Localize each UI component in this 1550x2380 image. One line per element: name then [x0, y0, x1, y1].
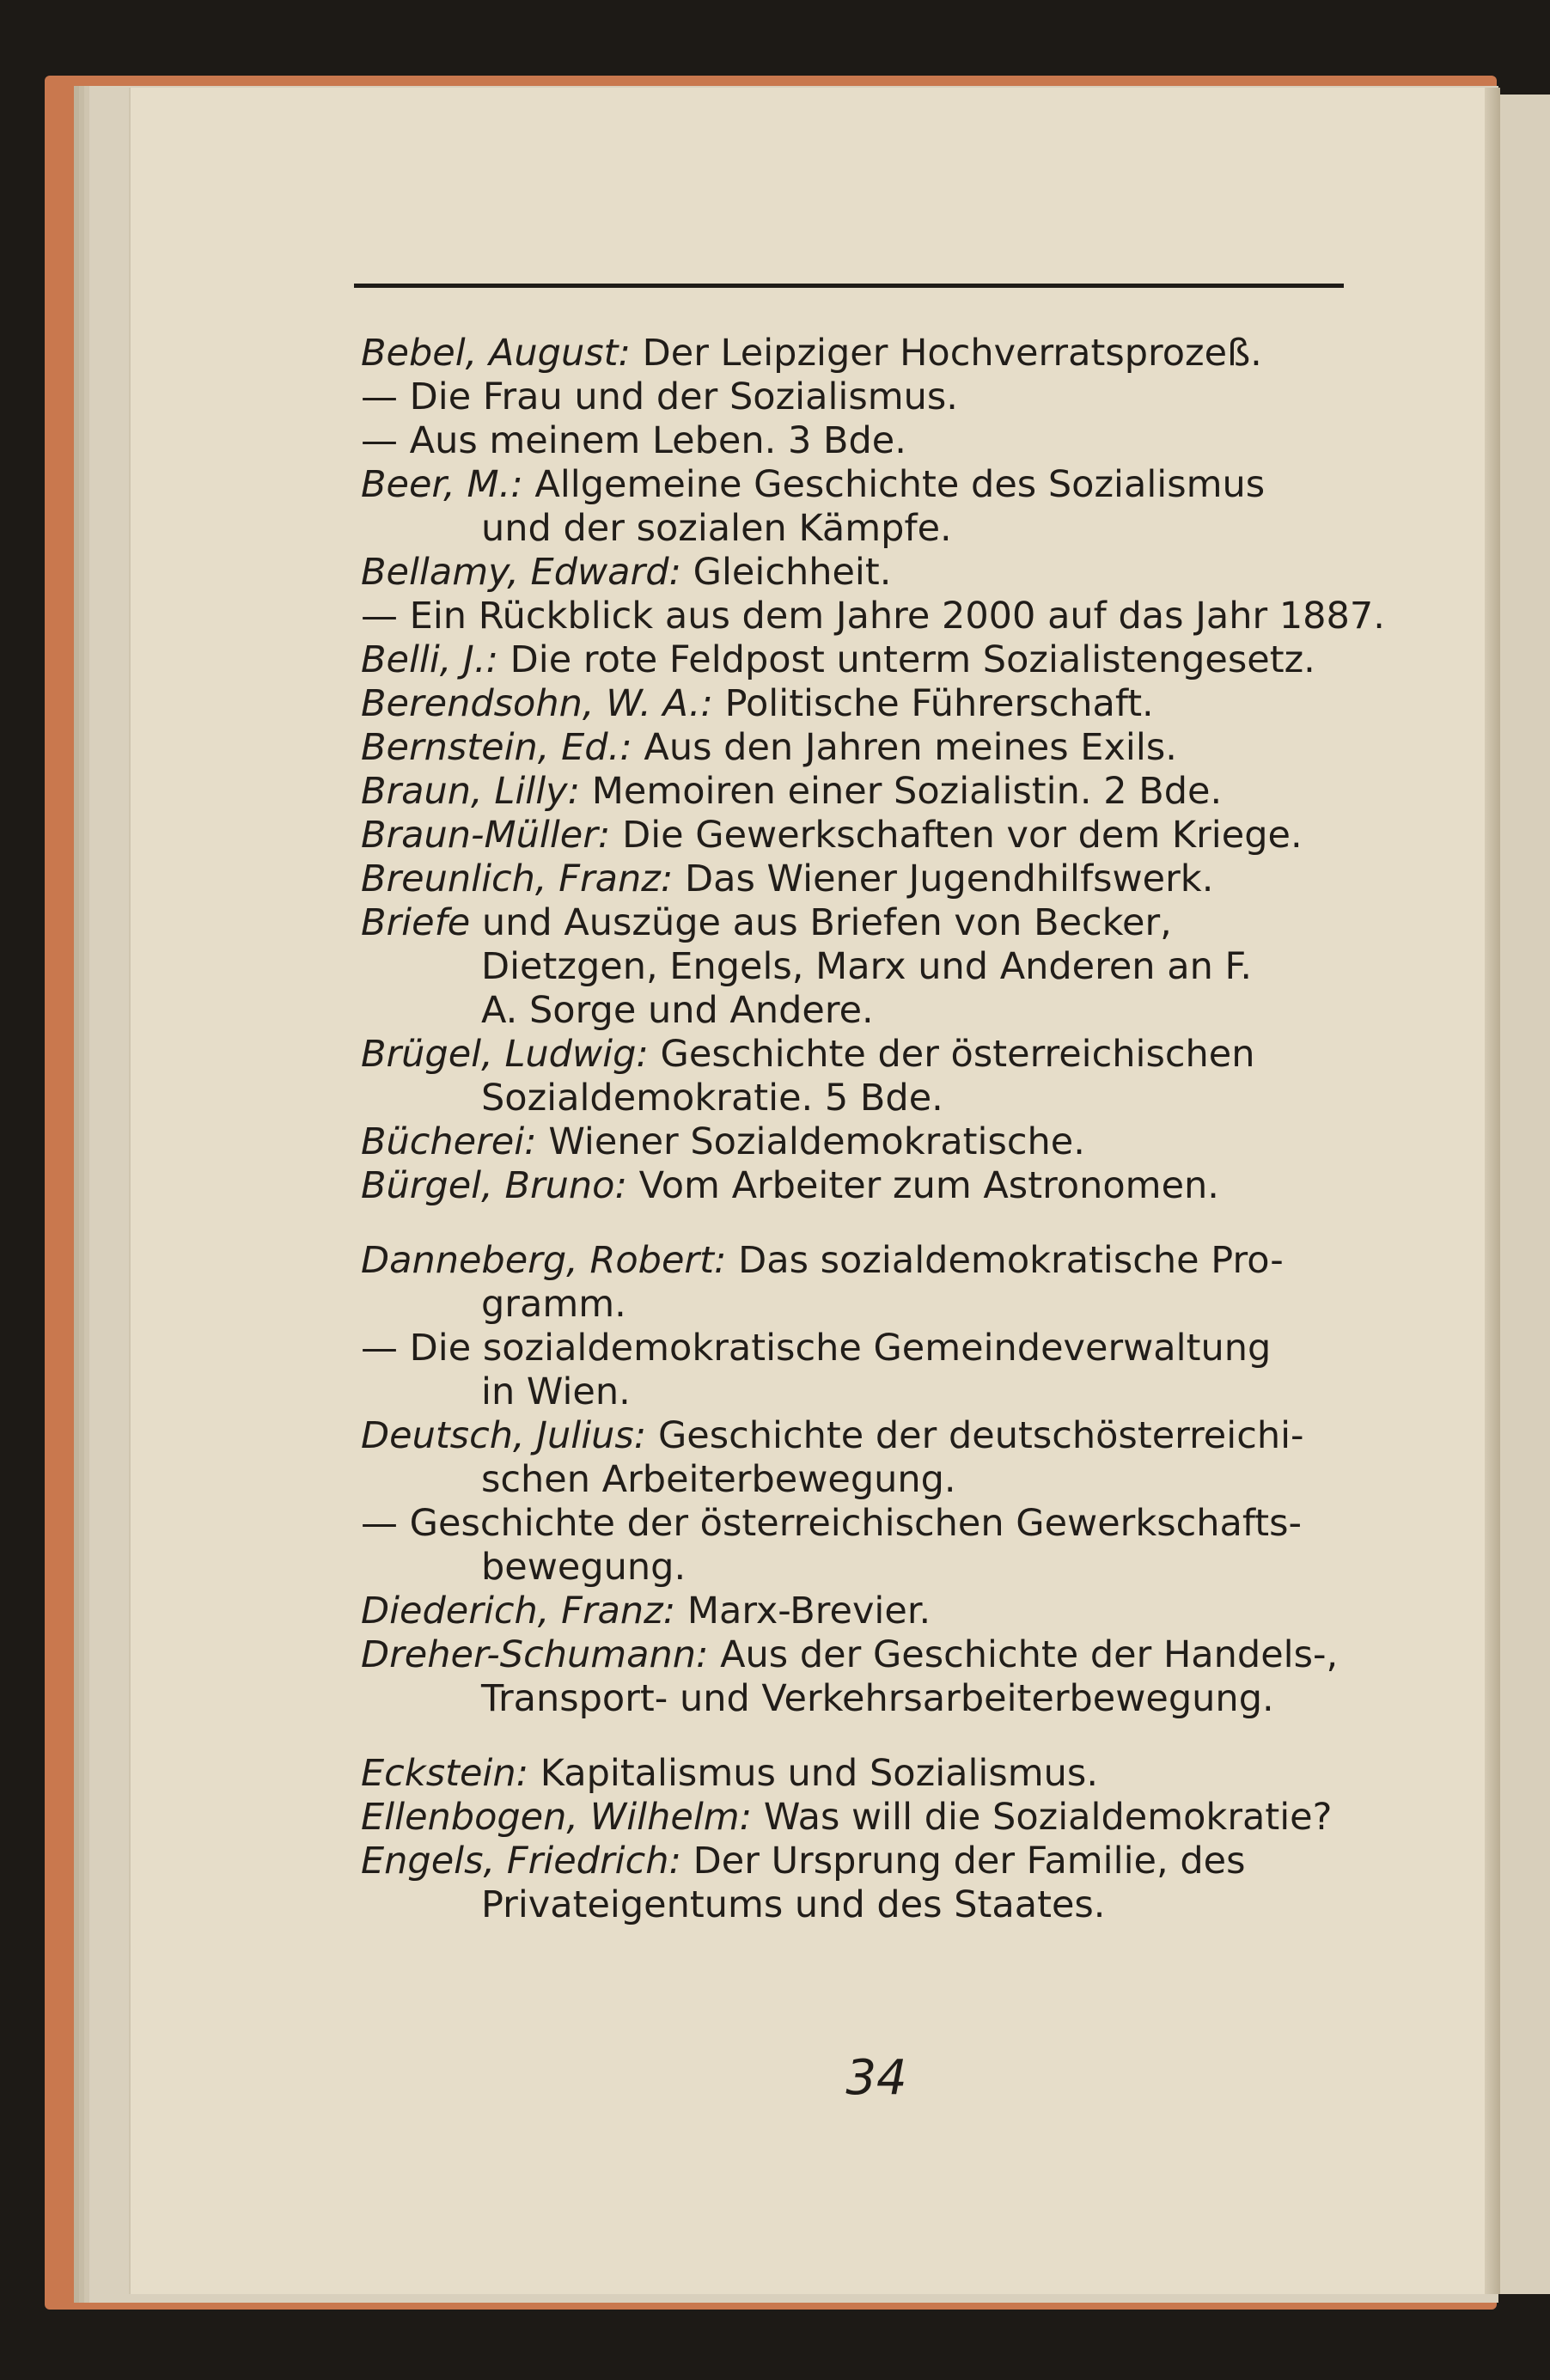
entry-line [361, 945, 1366, 989]
bibliography-entry [361, 463, 1366, 551]
bibliography-entry [361, 1327, 1366, 1414]
entry-line [361, 1283, 1366, 1327]
entry-title: — Ein Rückblick aus dem Jahre 2000 auf das Jahr 1887. [361, 595, 1385, 638]
entry-line [361, 375, 1366, 419]
entry-title: Vom Arbeiter zum Astronomen. [626, 1164, 1219, 1207]
bibliography-entry [361, 814, 1366, 857]
entry-line [361, 1752, 1366, 1796]
bibliography-entry [361, 1840, 1366, 1927]
entry-title: Das sozialdemokratische Pro- [726, 1239, 1284, 1282]
entry-author: Belli, J.: [361, 638, 498, 681]
bibliography-entry [361, 1164, 1366, 1208]
entry-title: Aus den Jahren meines Exils. [632, 726, 1177, 769]
entry-line [361, 1883, 1366, 1927]
entry-line [361, 1120, 1366, 1164]
bibliography-list [361, 332, 1385, 1927]
entry-title: Memoiren einer Sozialistin. 2 Bde. [580, 770, 1223, 813]
entry-line [361, 682, 1366, 726]
entry-author: Diederich, Franz: [361, 1590, 676, 1632]
entry-title: Was will die Sozialdemokratie? [752, 1796, 1333, 1839]
bibliography-entry [361, 332, 1366, 375]
entry-author: Deutsch, Julius: [361, 1414, 647, 1457]
entry-title: und der sozialen Kämpfe. [481, 507, 952, 550]
entry-title: Marx-Brevier. [675, 1590, 931, 1632]
entry-author: Dreher-Schumann: [361, 1633, 709, 1676]
entry-line [361, 1633, 1366, 1677]
bibliography-entry [361, 857, 1366, 901]
bibliography-entry [361, 419, 1366, 463]
page-number: 34 [845, 2050, 907, 2106]
bibliography-entry [361, 682, 1366, 726]
entry-line [361, 901, 1366, 945]
entry-author: Braun-Müller: [361, 814, 611, 857]
entry-title: Die Gewerkschaften vor dem Kriege. [610, 814, 1303, 857]
entry-line [361, 1458, 1366, 1502]
entry-title: und Auszüge aus Briefen von Becker, [470, 901, 1172, 944]
bibliography-entry [361, 770, 1366, 814]
entry-line [361, 857, 1366, 901]
entry-author: Bürgel, Bruno: [361, 1164, 627, 1207]
entry-title: — Die Frau und der Sozialismus. [361, 375, 958, 418]
entry-title: Politische Führerschaft. [712, 682, 1154, 725]
entry-title: gramm. [481, 1283, 626, 1326]
entry-line [361, 332, 1366, 375]
bibliography-entry [361, 1033, 1366, 1120]
bibliography-entry [361, 1502, 1366, 1590]
entry-title: Die rote Feldpost unterm Sozialistengesetz. [497, 638, 1315, 681]
entry-title: Gleichheit. [680, 551, 892, 594]
bibliography-entry [361, 375, 1366, 419]
entry-author: Berendsohn, W. A.: [361, 682, 713, 725]
entry-author: Ellenbogen, Wilhelm: [361, 1796, 753, 1839]
entry-line [361, 1840, 1366, 1883]
bibliography-entry [361, 726, 1366, 770]
entry-line [361, 1033, 1366, 1077]
entry-title: Der Leipziger Hochverratsprozeß. [630, 332, 1262, 375]
entry-line [361, 1677, 1366, 1721]
entry-line [361, 1370, 1366, 1414]
entry-title: — Geschichte der österreichischen Gewerkschafts- [361, 1502, 1303, 1545]
entry-title: Das Wiener Jugendhilfswerk. [673, 857, 1214, 900]
page-gutter [1485, 88, 1500, 2294]
entry-title: Der Ursprung der Familie, des [680, 1840, 1246, 1883]
entry-title: Allgemeine Geschichte des Sozialismus [522, 463, 1266, 506]
entry-line [361, 1327, 1366, 1370]
entry-title: Aus der Geschichte der Handels-, [708, 1633, 1339, 1676]
entry-line [361, 1796, 1366, 1840]
entry-title: Sozialdemokratie. 5 Bde. [481, 1077, 943, 1120]
entry-title: bewegung. [481, 1546, 687, 1589]
entry-title: — Die sozialdemokratische Gemeindeverwaltung [361, 1327, 1272, 1370]
entry-line [361, 1077, 1366, 1120]
entry-author: Danneberg, Robert: [361, 1239, 727, 1282]
bibliography-entry [361, 1239, 1366, 1327]
entry-author: Bernstein, Ed.: [361, 726, 632, 769]
entry-line [361, 1239, 1366, 1283]
entry-author: Braun, Lilly: [361, 770, 581, 813]
entry-title: — Aus meinem Leben. 3 Bde. [361, 419, 906, 462]
entry-title: Privateigentums und des Staates. [481, 1883, 1106, 1926]
entry-author: Bücherei: [361, 1120, 537, 1163]
facing-page-edge [1498, 95, 1550, 2294]
entry-line [361, 551, 1366, 595]
entry-line [361, 463, 1366, 507]
bibliography-entry [361, 1633, 1366, 1721]
entry-title: Dietzgen, Engels, Marx und Anderen an F. [481, 945, 1252, 988]
bibliography-entry [361, 1120, 1366, 1164]
entry-title: A. Sorge und Andere. [481, 989, 874, 1032]
entry-line [361, 726, 1366, 770]
bibliography-entry [361, 638, 1366, 682]
entry-line [361, 989, 1366, 1033]
bibliography-entry [361, 1590, 1366, 1633]
entry-title: Geschichte der deutschösterreichi- [646, 1414, 1304, 1457]
entry-line [361, 1590, 1366, 1633]
entry-line [361, 595, 1385, 638]
entry-title: Wiener Sozialdemokratische. [536, 1120, 1085, 1163]
entry-title: in Wien. [481, 1370, 631, 1413]
entry-author: Bebel, August: [361, 332, 631, 375]
entry-line [361, 1164, 1366, 1208]
bibliography-entry [361, 1414, 1366, 1502]
entry-title: schen Arbeiterbewegung. [481, 1458, 956, 1501]
bibliography-entry [361, 1752, 1366, 1796]
entry-author: Breunlich, Franz: [361, 857, 674, 900]
bibliography-entry [361, 1796, 1366, 1840]
entry-title: Geschichte der österreichischen [648, 1033, 1255, 1076]
bibliography-entry [361, 595, 1385, 638]
entry-author: Eckstein: [361, 1752, 529, 1795]
bibliography-entry [361, 551, 1366, 595]
entry-author: Brügel, Ludwig: [361, 1033, 649, 1076]
entry-author: Bellamy, Edward: [361, 551, 681, 594]
entry-title: Kapitalismus und Sozialismus. [528, 1752, 1098, 1795]
entry-line [361, 1502, 1366, 1546]
entry-line [361, 1414, 1366, 1458]
entry-author: Briefe [361, 901, 471, 944]
entry-line [361, 419, 1366, 463]
entry-author: Engels, Friedrich: [361, 1840, 681, 1883]
entry-line [361, 1546, 1366, 1590]
entry-line [361, 638, 1366, 682]
bibliography-entry [361, 901, 1366, 1033]
entry-line [361, 770, 1366, 814]
header-rule [354, 284, 1344, 288]
entry-title: Transport- und Verkehrsarbeiterbewegung. [481, 1677, 1274, 1720]
entry-line [361, 507, 1366, 551]
entry-author: Beer, M.: [361, 463, 523, 506]
entry-line [361, 814, 1366, 857]
